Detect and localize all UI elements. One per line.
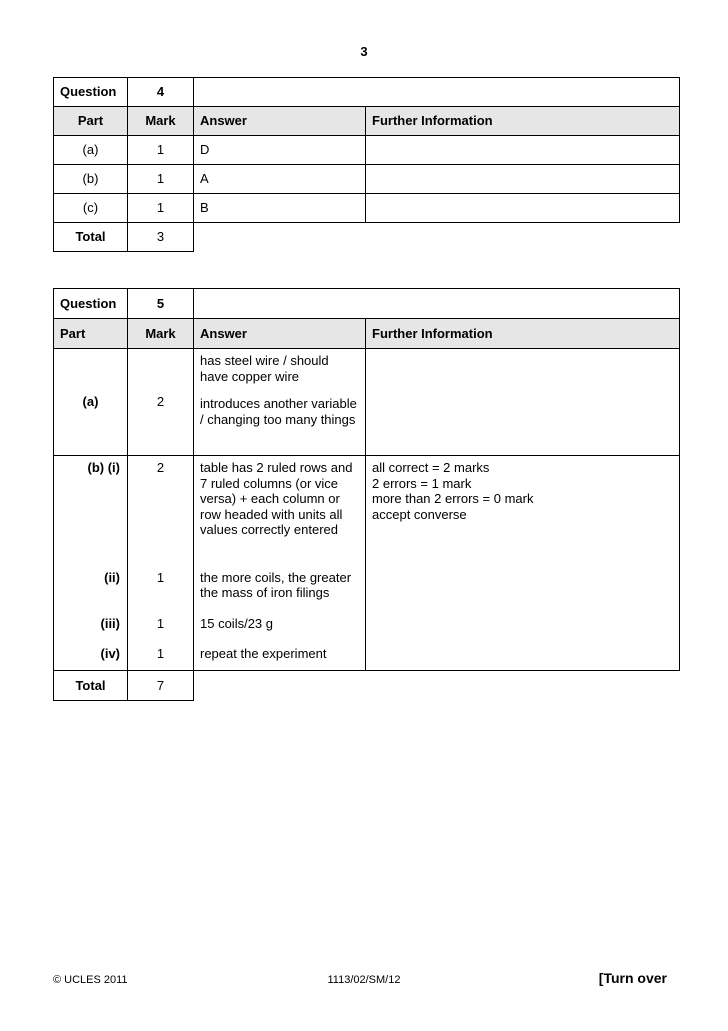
header-part: Part — [54, 319, 128, 349]
table-row — [54, 570, 680, 616]
question-5-table — [53, 288, 680, 701]
part-cell: (c) — [54, 194, 128, 223]
table-row — [54, 165, 680, 194]
further-cell — [366, 349, 680, 456]
mark-cell: 1 — [128, 646, 194, 671]
answer-cell: table has 2 ruled rows and 7 ruled columns (or vice versa) + each column or row headed with units all values correctly entered — [194, 456, 366, 570]
header-part: Part — [54, 107, 128, 136]
mark-cell: 1 — [128, 165, 194, 194]
question-4-table — [53, 77, 680, 252]
part-cell: (ii) — [54, 570, 128, 616]
header-answer: Answer — [194, 319, 366, 349]
mark-cell: 1 — [128, 136, 194, 165]
total-value: 3 — [128, 223, 194, 252]
mark-cell: 2 — [128, 349, 194, 456]
answer-cell: A — [194, 165, 366, 194]
header-mark: Mark — [128, 319, 194, 349]
table-row — [54, 136, 680, 165]
further-line: more than 2 errors = 0 mark — [372, 491, 534, 506]
part-cell: (b) — [54, 165, 128, 194]
answer-cell: D — [194, 136, 366, 165]
answer-line: introduces another variable / changing too many things — [200, 396, 357, 427]
table-row — [54, 456, 680, 570]
page-number: 3 — [360, 44, 368, 59]
further-cell — [366, 646, 680, 671]
further-cell — [366, 570, 680, 616]
further-line: 2 errors = 1 mark — [372, 475, 472, 491]
table-row — [54, 194, 680, 223]
further-line: all correct = 2 marks — [372, 460, 490, 475]
header-mark: Mark — [128, 107, 194, 136]
table-row — [54, 349, 680, 456]
question-number: 4 — [128, 78, 194, 107]
part-cell: (iv) — [54, 646, 128, 671]
footer-code: 1113/02/SM/12 — [327, 974, 401, 986]
part-cell: (b) (i) — [54, 456, 128, 570]
answer-cell — [194, 349, 366, 456]
answer-cell: the more coils, the greater the mass of iron filings — [194, 570, 366, 616]
part-cell: (iii) — [54, 616, 128, 646]
further-cell — [366, 616, 680, 646]
total-label: Total — [54, 671, 128, 701]
question-blank — [194, 78, 680, 107]
further-cell — [366, 136, 680, 165]
total-label: Total — [54, 223, 128, 252]
answer-cell: 15 coils/23 g — [194, 616, 366, 646]
mark-cell: 1 — [128, 570, 194, 616]
further-cell — [366, 165, 680, 194]
further-cell — [366, 194, 680, 223]
answer-line: has steel wire / should have copper wire — [200, 353, 329, 384]
part-cell: (a) — [54, 136, 128, 165]
answer-cell: B — [194, 194, 366, 223]
mark-cell: 1 — [128, 616, 194, 646]
further-cell — [366, 456, 680, 570]
table-row — [54, 646, 680, 671]
mark-cell: 2 — [128, 456, 194, 570]
footer-copyright: © UCLES 2011 — [53, 974, 128, 986]
question-number: 5 — [128, 289, 194, 319]
answer-cell: repeat the experiment — [194, 646, 366, 671]
question-label: Question — [54, 289, 128, 319]
header-further: Further Information — [366, 319, 680, 349]
header-answer: Answer — [194, 107, 366, 136]
further-line: accept converse — [372, 506, 467, 522]
mark-cell: 1 — [128, 194, 194, 223]
header-further: Further Information — [366, 107, 680, 136]
question-blank — [194, 289, 680, 319]
part-cell: (a) — [54, 349, 128, 456]
turn-over-label: [Turn over — [598, 970, 667, 986]
question-label: Question — [54, 78, 128, 107]
total-value: 7 — [128, 671, 194, 701]
table-row — [54, 616, 680, 646]
